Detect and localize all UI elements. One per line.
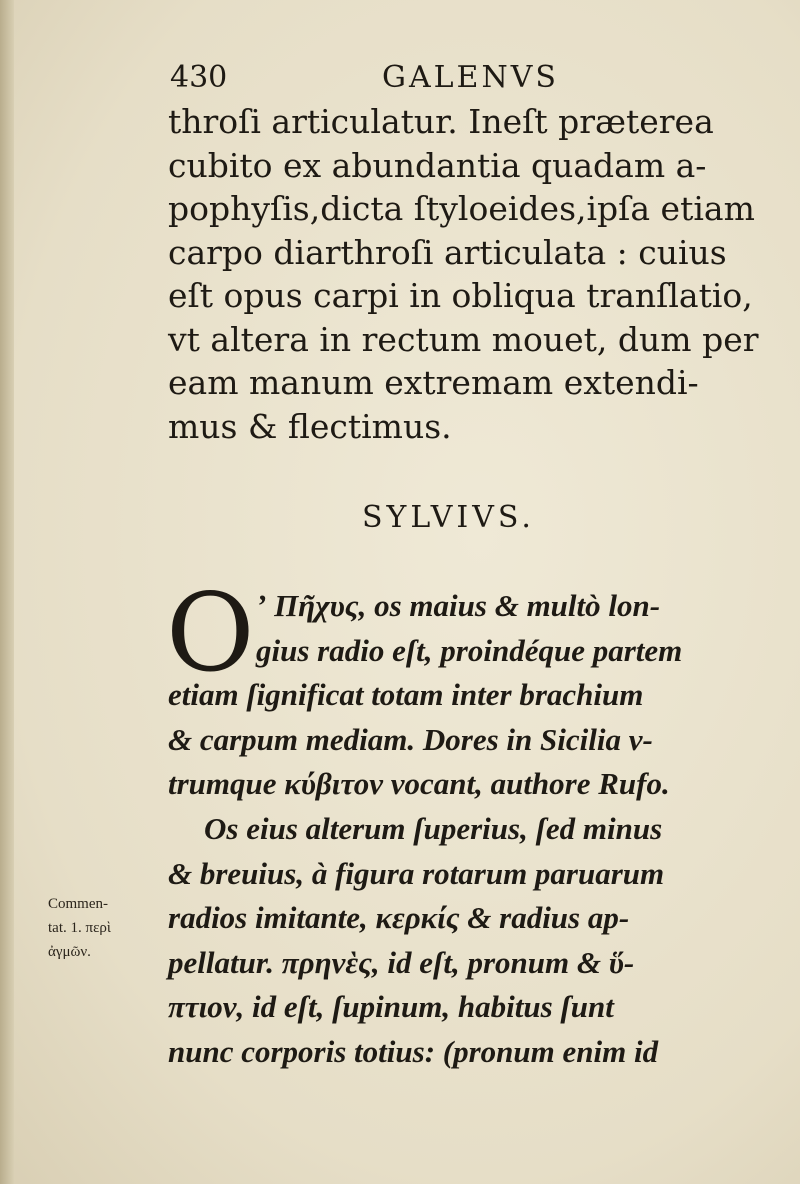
text-line: etiam ſignificat totam inter brachium xyxy=(168,677,644,713)
galen-text xyxy=(168,100,759,448)
page-header xyxy=(170,58,730,98)
text-line: ʼ Πῆχυς, os maius & multò lon- xyxy=(256,588,661,623)
page-gutter xyxy=(0,0,14,1184)
text-line: cubito ex abundantia quadam a- xyxy=(168,145,707,185)
text-line: radios imitante, κερκίς & radius ap- xyxy=(168,900,630,936)
text-line: Os eius alterum ſuperius, ſed minus xyxy=(204,810,663,846)
text-line: nunc corporis totius: (pronum enim id xyxy=(168,1033,659,1069)
sylvius-commentary xyxy=(166,571,738,1075)
running-title: GALENVS xyxy=(382,60,559,95)
text-line: pellatur. πρηνὲς, id eſt, pronum & ὕ- xyxy=(168,944,635,980)
text-line: πτιον, id eſt, ſupinum, habitus ſunt xyxy=(168,989,614,1025)
text-line: pophyſis,dicta ſtyloeides,ipſa etiam xyxy=(168,189,755,228)
text-line: eam manum extremam extendi- xyxy=(168,363,699,402)
text-line: & breuius, à figura rotarum paruarum xyxy=(168,855,665,891)
page-number: 430 xyxy=(170,60,228,95)
margin-note xyxy=(48,892,158,964)
text-line: carpo diarthroſi articulata : cuius xyxy=(168,232,727,272)
text-line: vt altera in rectum mouet, dum per xyxy=(168,319,759,359)
section-heading: SYLVIVS. xyxy=(362,500,535,535)
text-line: throſi articulatur. Ineſt præterea xyxy=(168,102,714,141)
text-line: eſt opus carpi in obliqua tranſlatio, xyxy=(168,276,753,315)
text-line: gius radio eſt, proindéque partem xyxy=(256,632,683,668)
text-line: & carpum mediam. Dores in Sicilia v- xyxy=(168,721,653,757)
margin-note-line: Commen- xyxy=(48,896,108,912)
text-line: trumque κύβιτον vocant, authore Rufo. xyxy=(168,766,670,802)
margin-note-line: tat. 1. περὶ xyxy=(48,920,111,936)
drop-cap-initial: O xyxy=(166,571,255,696)
margin-note-line: ἀγμῶν. xyxy=(48,944,91,960)
text-line: mus & flectimus. xyxy=(168,406,452,446)
